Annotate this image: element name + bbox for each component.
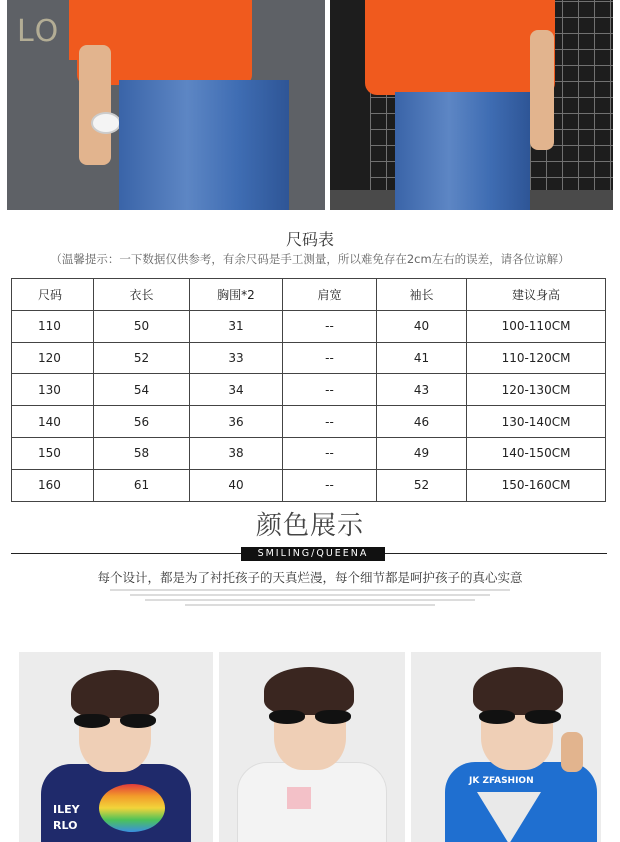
triangle-print xyxy=(477,792,541,842)
table-cell: 110-120CM xyxy=(467,342,606,374)
jeans xyxy=(119,80,289,210)
road-marking-text: LO xyxy=(17,14,61,49)
table-cell: 33 xyxy=(190,342,283,374)
table-cell: 54 xyxy=(94,374,190,406)
table-cell: -- xyxy=(283,406,377,438)
table-cell: 40 xyxy=(377,310,467,342)
table-cell: 100-110CM xyxy=(467,310,606,342)
slogan: 每个设计，都是为了衬托孩子的天真烂漫，每个细节都是呵护孩子的真心实意 xyxy=(97,570,523,585)
table-cell: 40 xyxy=(190,469,283,501)
shirt-print-text: ILEY RLO xyxy=(53,803,80,832)
jeans xyxy=(395,92,530,210)
watch xyxy=(91,112,121,134)
hair xyxy=(264,667,354,715)
table-cell: 160 xyxy=(12,469,94,501)
table-cell: 61 xyxy=(94,469,190,501)
arm xyxy=(530,30,554,150)
table-row xyxy=(12,342,606,374)
table-cell: 52 xyxy=(377,469,467,501)
model-photo-blue xyxy=(411,652,601,842)
sunglasses-icon xyxy=(479,710,561,724)
table-cell: 43 xyxy=(377,374,467,406)
product-photo-left xyxy=(7,0,325,210)
column-header: 袖长 xyxy=(377,279,467,311)
table-cell: 120-130CM xyxy=(467,374,606,406)
table-cell: 46 xyxy=(377,406,467,438)
orange-shirt xyxy=(365,0,555,95)
table-row xyxy=(12,437,606,469)
sunglasses-icon xyxy=(269,710,351,724)
size-table xyxy=(11,278,606,502)
table-cell: -- xyxy=(283,342,377,374)
table-cell: -- xyxy=(283,469,377,501)
arm xyxy=(79,45,111,165)
product-photo-right xyxy=(330,0,613,210)
table-cell: -- xyxy=(283,437,377,469)
table-row xyxy=(12,406,606,438)
column-header: 建议身高 xyxy=(467,279,606,311)
table-cell: 52 xyxy=(94,342,190,374)
column-header: 尺码 xyxy=(12,279,94,311)
column-header: 衣长 xyxy=(94,279,190,311)
hair xyxy=(71,670,159,718)
divider-left xyxy=(11,553,241,554)
table-cell: 120 xyxy=(12,342,94,374)
column-header: 肩宽 xyxy=(283,279,377,311)
model-photo-white xyxy=(219,652,405,842)
table-cell: 150-160CM xyxy=(467,469,606,501)
table-cell: 50 xyxy=(94,310,190,342)
white-shirt xyxy=(237,762,387,842)
fine-print-decoration xyxy=(110,589,510,609)
size-chart-title: 尺码表 xyxy=(285,230,334,249)
shirt-print-text: JK ZFASHION xyxy=(469,776,534,786)
hair xyxy=(473,667,563,715)
divider-right xyxy=(385,553,607,554)
table-cell: 38 xyxy=(190,437,283,469)
table-cell: 58 xyxy=(94,437,190,469)
table-cell: 34 xyxy=(190,374,283,406)
table-cell: 130 xyxy=(12,374,94,406)
table-cell: 49 xyxy=(377,437,467,469)
rainbow-print xyxy=(99,784,165,832)
table-cell: 41 xyxy=(377,342,467,374)
table-cell: 140 xyxy=(12,406,94,438)
table-cell: 110 xyxy=(12,310,94,342)
table-cell: 36 xyxy=(190,406,283,438)
column-header: 胸围*2 xyxy=(190,279,283,311)
table-cell: 140-150CM xyxy=(467,437,606,469)
table-cell: 56 xyxy=(94,406,190,438)
model-photo-navy xyxy=(19,652,213,842)
table-cell: -- xyxy=(283,374,377,406)
brand-label: SMILING/QUEENA xyxy=(241,547,385,561)
table-row xyxy=(12,374,606,406)
table-cell: -- xyxy=(283,310,377,342)
table-row xyxy=(12,469,606,501)
color-section-title: 颜色展示 xyxy=(255,511,364,541)
table-cell: 31 xyxy=(190,310,283,342)
table-cell: 130-140CM xyxy=(467,406,606,438)
pocket-print xyxy=(287,787,311,809)
table-header-row xyxy=(12,279,606,311)
table-row xyxy=(12,310,606,342)
size-chart-tip: （温馨提示：一下数据仅供参考，有余尺码是手工测量，所以难免存在2cm左右的误差，请各位谅解） xyxy=(50,252,570,266)
sunglasses-icon xyxy=(74,714,156,728)
table-cell: 150 xyxy=(12,437,94,469)
hand xyxy=(561,732,583,772)
